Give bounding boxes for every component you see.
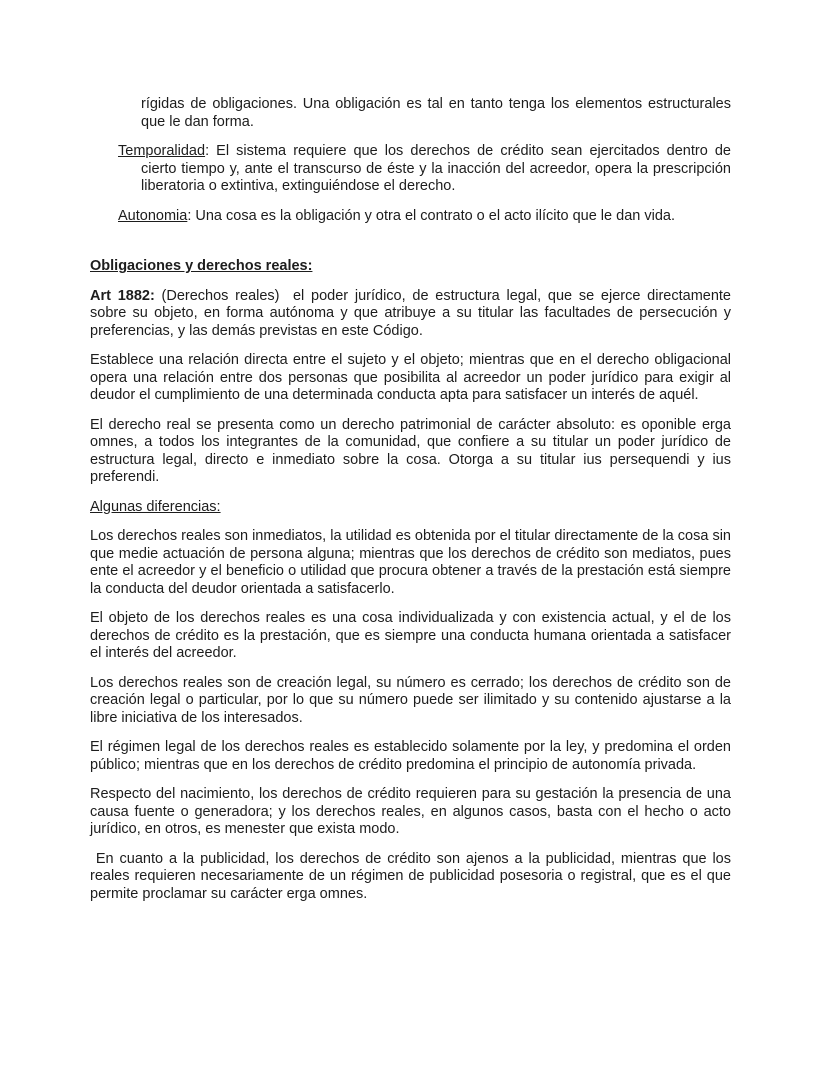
difference-paragraph-inmediatez: Los derechos reales son inmediatos, la utilidad es obtenida por el titular directamente de la cosa sin que medie actuación de persona alguna; mientras que los derechos de crédito son mediatos, pues ente el acreedor y el beneficio o utilidad que procura obtener a través de la prestación está siempre la conducta del deudor orientada a satisfacerlo. bbox=[90, 528, 736, 597]
article-paragraph bbox=[90, 287, 736, 341]
difference-paragraph-nacimiento: Respecto del nacimiento, los derechos de crédito requieren para su gestación la presencia de una causa fuente o generadora; y los derechos reales, en algunos casos, basta con el hecho o acto jurídico, en otros, es menester que exista modo. bbox=[90, 786, 736, 837]
sub-heading-algunas-diferencias: Algunas diferencias: bbox=[90, 498, 221, 515]
term-paragraph-temporalidad bbox=[118, 143, 736, 196]
term-label-autonomia: Autonomia bbox=[118, 207, 188, 224]
difference-paragraph-objeto: El objeto de los derechos reales es una cosa individualizada y con existencia actual, y el de los derechos de crédito es la prestación, que es siempre una conducta humana orientada a satisfacer el interés del acreedor. bbox=[90, 610, 736, 661]
article-label: Art 1882: bbox=[90, 287, 155, 304]
body-paragraph-relacion-directa: Establece una relación directa entre el sujeto y el objeto; mientras que en el derecho obligacional opera una relación entre dos personas que posibilita al acreedor un poder jurídico para exigir al deudor el cumplimiento de una determinada conducta apta para satisfacer un interés de aquél. bbox=[90, 352, 736, 403]
term-paragraph-autonomia bbox=[118, 207, 731, 226]
difference-paragraph-regimen-legal: El régimen legal de los derechos reales es establecido solamente por la ley, y predomina el orden público; mientras que en los derechos de crédito predomina el principio de autonomía privada. bbox=[90, 739, 736, 773]
article-text: (Derechos reales) el poder jurídico, de estructura legal, que se ejerce directamente sobre su objeto, en forma autónoma y que atribuye a su titular las facultades de persecución y preferencias, y las demás previstas en este Código. bbox=[90, 287, 736, 339]
difference-paragraph-publicidad: En cuanto a la publicidad, los derechos de crédito son ajenos a la publicidad, mientras que los reales requieren necesariamente de un régimen de publicidad posesoria o registral, que es el que permite proclamar su carácter erga omnes. bbox=[90, 850, 736, 902]
section-heading: Obligaciones y derechos reales: bbox=[90, 258, 313, 274]
intro-paragraph: rígidas de obligaciones. Una obligación es tal en tanto tenga los elementos estructurales que le dan forma. bbox=[141, 96, 736, 130]
term-text-temporalidad: : El sistema requiere que los derechos de crédito sean ejercitados dentro de cierto tiempo y, ante el transcurso de éste y la inacción del acreedor, opera la prescripción liberatoria o extintiva, extinguiéndose el derecho. bbox=[141, 143, 736, 194]
body-paragraph-derecho-real-absoluto: El derecho real se presenta como un derecho patrimonial de carácter absoluto: es oponible erga omnes, a todos los integrantes de la comunidad, que confiere a su titular un poder jurídico de estructura legal, directo e inmediato sobre la cosa. Otorga a su titular ius persequendi y ius preferendi. bbox=[90, 416, 736, 485]
term-label-temporalidad: Temporalidad bbox=[118, 143, 206, 159]
difference-paragraph-creacion-legal: Los derechos reales son de creación legal, su número es cerrado; los derechos de crédito son de creación legal o particular, por lo que su número puede ser ilimitado y su contenido ajustarse a la libre iniciativa de los interesados. bbox=[90, 674, 736, 726]
term-text-autonomia: : Una cosa es la obligación y otra el contrato o el acto ilícito que le dan vida. bbox=[187, 207, 675, 224]
